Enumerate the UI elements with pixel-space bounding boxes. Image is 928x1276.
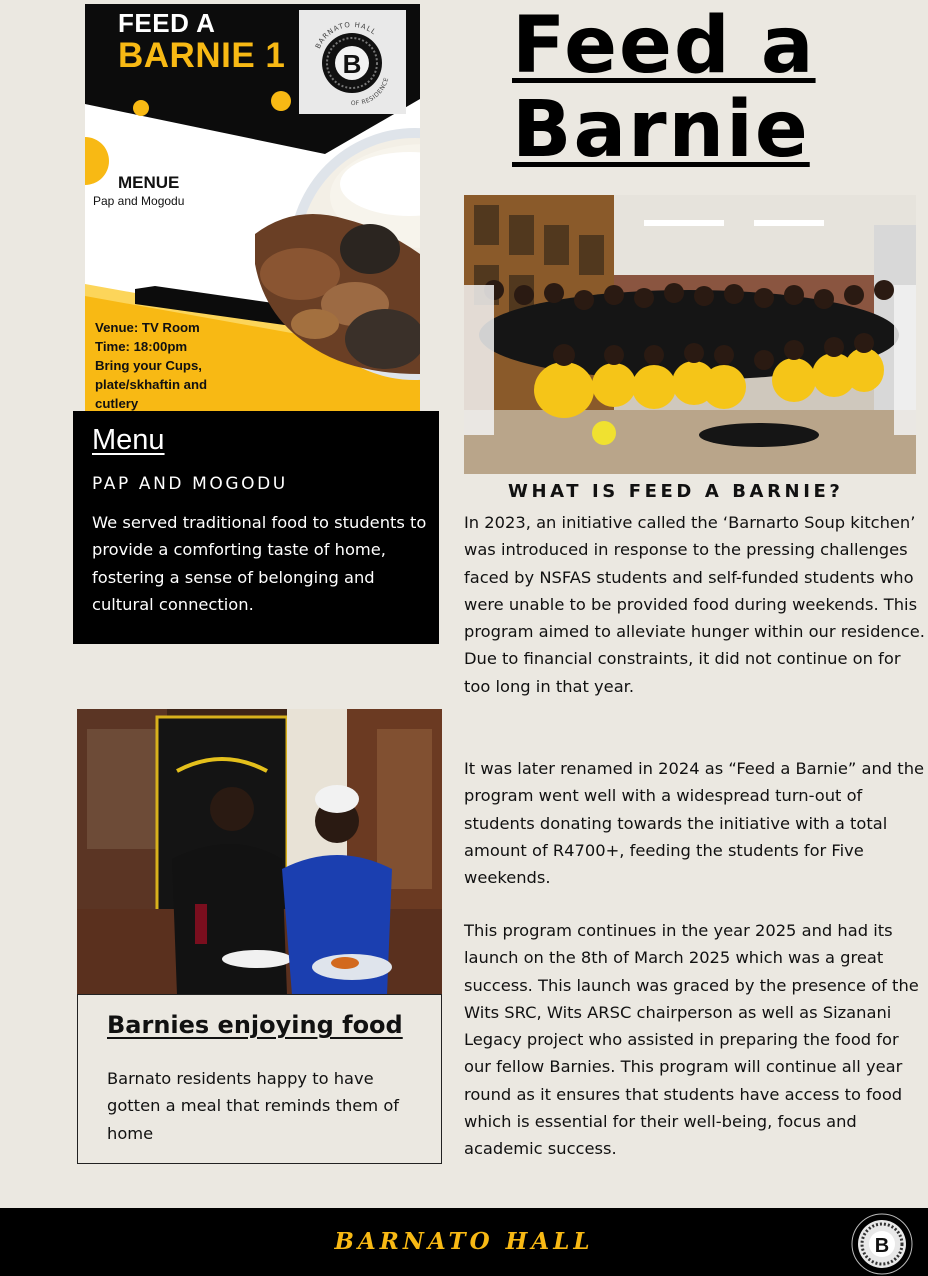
barnato-logo [299, 10, 406, 114]
poster-menu-heading: MENUE [118, 173, 180, 192]
feed-a-barnie-poster [85, 4, 420, 412]
svg-text:OF RESIDENCE: OF RESIDENCE [350, 76, 391, 108]
barnies-photo-illustration [77, 709, 442, 995]
page-title-line1: Feed a [512, 1, 816, 91]
poster-title-line1: FEED A [118, 8, 216, 38]
page-title [512, 1, 892, 175]
poster-event-details: Venue: TV Room Time: 18:00pm Bring your Cups, plate/skhaftin and cutlery [95, 320, 208, 411]
barnato-logo-icon [299, 10, 406, 114]
group-photo-illustration [464, 195, 916, 474]
footer [0, 1208, 928, 1276]
menu-box [73, 411, 439, 644]
article-paragraph-3: This program continues in the year 2025 and had its launch on the 8th of March 2025 which was a great success. This launch was graced by the presence of the Wits SRC, Wits ARSC chairperson as well as Sizanani Legacy project who assisted in preparing the food for our fellow Barnies. This program will continue all year round as it ensures that students have access to food which is essential for their well-being, focus and academic success. [464, 921, 919, 1159]
article-paragraph-1: In 2023, an initiative called the ‘Barnarto Soup kitchen’ was introduced in response to the pressing challenges faced by NSFAS students and self-funded students who were unable to be provided food during weekends. This program aimed to alleviate hunger within our residence. Due to financial constraints, it did not continue on for too long in that year. [464, 513, 925, 696]
article-paragraph-2: It was later renamed in 2024 as “Feed a Barnie” and the program went well with a widespread turn-out of students donating towards the initiative with a total amount of R4700+, feeding the students for Five weekends. [464, 759, 925, 888]
page-title-line2: Barnie [512, 85, 810, 175]
group-photo [464, 195, 916, 474]
barnies-enjoying-food-photo [77, 709, 442, 995]
menu-title: Menu [92, 424, 165, 456]
poster-menu-item: Pap and Mogodu [93, 194, 185, 208]
svg-text:B: B [874, 1235, 890, 1257]
menu-subtitle: PAP AND MOGODU [92, 474, 288, 494]
barnies-card-text: Barnato residents happy to have gotten a meal that reminds them of home [107, 1069, 400, 1143]
poster-title-line2: BARNIE 1 [118, 36, 286, 75]
barnies-caption-card [77, 994, 442, 1164]
barnato-seal-icon [850, 1212, 914, 1276]
article-heading: WHAT IS FEED A BARNIE? [508, 481, 844, 502]
svg-text:B: B [342, 49, 362, 79]
menu-description: We served traditional food to students to provide a comforting taste of home, fostering a sense of belonging and cultural connection. [92, 513, 427, 614]
svg-text:BARNATO HALL: BARNATO HALL [313, 20, 378, 50]
barnies-card-title: Barnies enjoying food [107, 1011, 403, 1039]
footer-title: BARNATO HALL [334, 1228, 594, 1255]
